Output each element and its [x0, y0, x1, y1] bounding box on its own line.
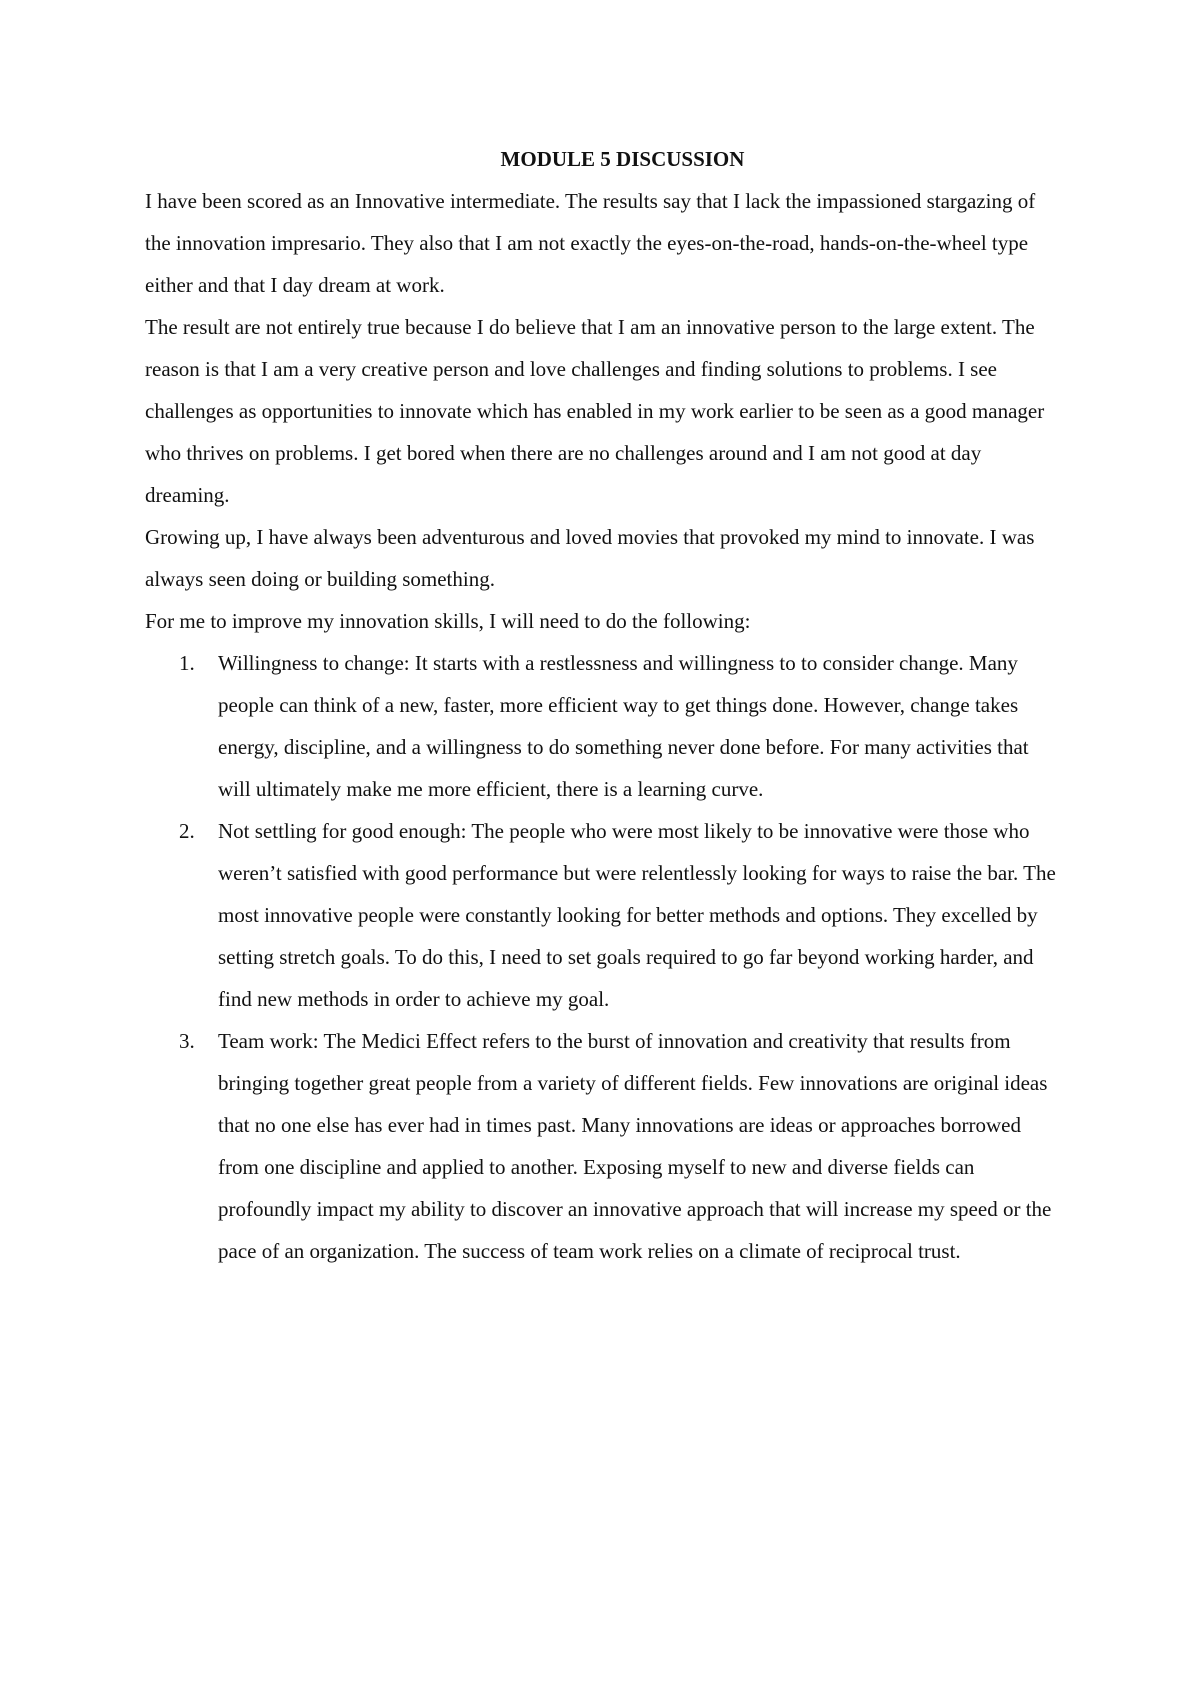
document-body [145, 138, 1060, 1272]
list-item [145, 810, 1060, 1020]
document-title: MODULE 5 DISCUSSION [500, 147, 745, 171]
paragraph-disagreement: The result are not entirely true because I do believe that I am an innovative person to the large extent. The reason is that I am a very creative person and love challenges and finding solutions to problems. I see challenges as opportunities to innovate which has enabled in my work earlier to be seen as a good manager who thrives on problems. I get bored when there are no challenges around and I am not good at day dreaming. [145, 315, 1045, 507]
paragraph-score: I have been scored as an Innovative intermediate. The results say that I lack the impassioned stargazing of the innovation impresario. They also that I am not exactly the eyes-on-the-road, hands-on-the-wheel type either and that I day dream at work. [145, 189, 1036, 297]
paragraph-improvement-intro: For me to improve my innovation skills, I will need to do the following: [145, 609, 751, 633]
list-item-number: 3. [179, 1029, 195, 1053]
list-item-text: Willingness to change: It starts with a restlessness and willingness to to consider change. Many people can think of a new, faster, more efficient way to get things done. However, change takes energy, discipline, and a willingness to do something never done before. For many activities that will ultimately make me more efficient, there is a learning curve. [218, 651, 1029, 801]
list-item [145, 1020, 1060, 1272]
list-item-text: Team work: The Medici Effect refers to the burst of innovation and creativity that results from bringing together great people from a variety of different fields. Few innovations are original ideas that no one else has ever had in times past. Many innovations are ideas or approaches borrowed from one discipline and applied to another. Exposing myself to new and diverse fields can profoundly impact my ability to discover an innovative approach that will increase my speed or the pace of an organization. The success of team work relies on a climate of reciprocal trust. [218, 1029, 1052, 1263]
list-item-number: 2. [179, 819, 195, 843]
list-item-text: Not settling for good enough: The people who were most likely to be innovative were those who weren’t satisfied with good performance but were relentlessly looking for ways to raise the bar. The most innovative people were constantly looking for better methods and options. They excelled by setting stretch goals. To do this, I need to set goals required to go far beyond working harder, and find new methods in order to achieve my goal. [218, 819, 1056, 1011]
improvement-list [145, 642, 1060, 1272]
paragraph-growing-up: Growing up, I have always been adventurous and loved movies that provoked my mind to innovate. I was always seen doing or building something. [145, 525, 1035, 591]
list-item-number: 1. [179, 651, 195, 675]
list-item [145, 642, 1060, 810]
